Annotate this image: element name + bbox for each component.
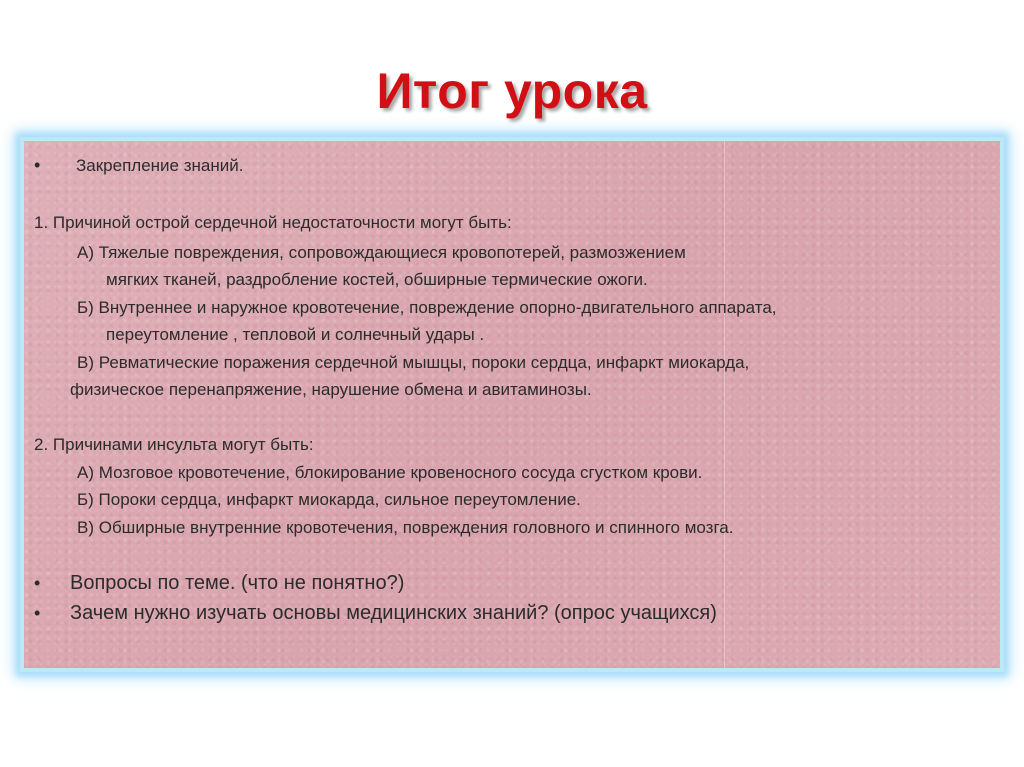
questions-text: Вопросы по теме. (что не понятно?)	[70, 572, 405, 594]
q2-answer-c: В) Обширные внутренние кровотечения, повреждения головного и спинного мозга.	[77, 518, 734, 537]
bullet-icon: •	[34, 155, 41, 175]
q1-answer-a-line2: мягких тканей, раздробление костей, обширные термические ожоги.	[106, 270, 648, 289]
q1-answer-b-line1: Б) Внутреннее и наружное кровотечение, повреждение опорно-двигательного аппарата,	[77, 298, 777, 317]
q2-answer-a: А) Мозговое кровотечение, блокирование кровеносного сосуда сгустком крови.	[77, 463, 703, 482]
panel-seam	[724, 141, 725, 668]
q1-answer-b-line2: переутомление , тепловой и солнечный удары .	[106, 325, 485, 344]
slide-title: Итог урока	[376, 63, 648, 119]
q2-heading: 2. Причинами инсульта могут быть:	[34, 435, 314, 454]
intro-text: Закрепление знаний.	[76, 156, 244, 175]
q1-heading: 1. Причиной острой сердечной недостаточности могут быть:	[34, 213, 512, 232]
why-text: Зачем нужно изучать основы медицинских знаний? (опрос учащихся)	[70, 602, 717, 624]
q2-answer-b: Б) Пороки сердца, инфаркт миокарда, сильное переутомление.	[77, 490, 581, 509]
bullet-icon: •	[34, 603, 41, 623]
q1-answer-c-line1: В) Ревматические поражения сердечной мышцы, пороки сердца, инфаркт миокарда,	[77, 353, 750, 372]
q1-answer-a-line1: А) Тяжелые повреждения, сопровождающиеся кровопотерей, размозжением	[77, 243, 686, 262]
bullet-icon: •	[34, 573, 41, 593]
q1-answer-c-line2: физическое перенапряжение, нарушение обмена и авитаминозы.	[70, 380, 592, 399]
